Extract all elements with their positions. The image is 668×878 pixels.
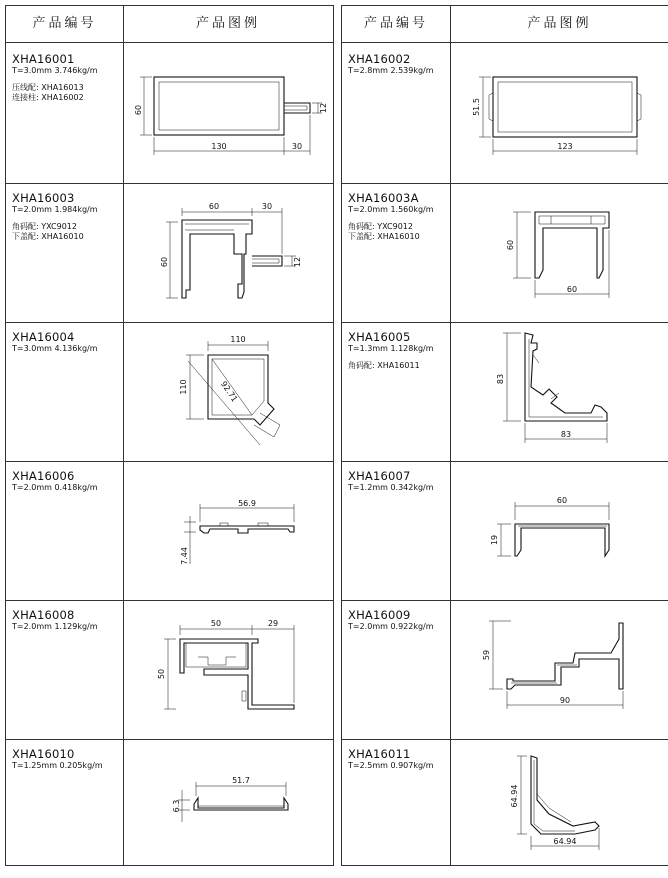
- profile-drawing: [124, 738, 333, 878]
- profile-svg: [124, 321, 334, 461]
- profile-drawing: [451, 43, 668, 183]
- product-spec: T=2.0mm 0.922kg/m: [348, 622, 434, 631]
- profile-drawing: [451, 460, 668, 600]
- profile-svg: [451, 182, 661, 322]
- dimension-label: 12: [293, 256, 302, 268]
- product-spec: T=1.2mm 0.342kg/m: [348, 483, 434, 492]
- product-spec: T=2.0mm 1.984kg/m: [12, 205, 98, 214]
- dimension-label: 60: [160, 256, 169, 268]
- profile-svg: [451, 321, 661, 461]
- product-info: [348, 748, 460, 771]
- dimension-label: 30: [291, 142, 303, 151]
- product-info: [12, 192, 124, 242]
- dimension-label: 60: [134, 104, 143, 116]
- product-note: 连接柱: XHA16002: [12, 93, 84, 102]
- product-info: [12, 331, 124, 354]
- product-row: [342, 460, 668, 601]
- header-product-figure: 产品图例: [195, 16, 260, 31]
- product-code: XHA16002: [348, 52, 411, 66]
- profile-svg: [451, 460, 661, 600]
- product-info: [348, 53, 460, 76]
- product-code: XHA16010: [12, 747, 75, 761]
- dimension-label: 51.7: [232, 776, 250, 785]
- dimension-label: 64.94: [510, 784, 519, 808]
- product-spec: T=2.8mm 2.539kg/m: [348, 66, 434, 75]
- dimension-label: 7.44: [180, 547, 189, 565]
- product-code: XHA16003: [12, 191, 75, 205]
- product-notes: [348, 222, 460, 242]
- header-product-figure: 产品图例: [527, 16, 592, 31]
- profile-drawing: [451, 321, 668, 461]
- product-code: XHA16009: [348, 608, 411, 622]
- product-info: [348, 470, 460, 493]
- product-row: [6, 460, 333, 601]
- product-notes: [12, 222, 124, 242]
- product-spec: T=1.3mm 1.128kg/m: [348, 344, 434, 353]
- dimension-label: 123: [557, 142, 573, 151]
- profile-drawing: [124, 460, 333, 600]
- dimension-label: 12: [319, 102, 328, 114]
- profile-drawing: [124, 321, 333, 461]
- dimension-label: 130: [211, 142, 227, 151]
- product-code: XHA16004: [12, 330, 75, 344]
- product-info: [12, 609, 124, 632]
- profile-svg: [451, 599, 661, 739]
- profile-svg: [124, 460, 334, 600]
- product-code: XHA16008: [12, 608, 75, 622]
- profile-drawing: [451, 182, 668, 322]
- dimension-label: 6.3: [172, 799, 181, 813]
- profile-svg: [451, 738, 661, 878]
- dimension-label: 59: [482, 649, 491, 661]
- product-code: XHA16005: [348, 330, 411, 344]
- dimension-label: 30: [261, 202, 273, 211]
- product-spec: T=2.0mm 1.560kg/m: [348, 205, 434, 214]
- dimension-label: 19: [490, 534, 499, 546]
- right-catalog-table: [341, 5, 668, 866]
- profile-svg: [124, 738, 334, 878]
- product-spec: T=2.0mm 1.129kg/m: [12, 622, 98, 631]
- product-notes: [348, 361, 460, 371]
- profile-svg: [451, 43, 661, 183]
- product-code: XHA16001: [12, 52, 75, 66]
- product-row: [342, 599, 668, 740]
- product-row: [6, 182, 333, 323]
- left-catalog-table: [5, 5, 334, 866]
- dimension-label: 60: [556, 496, 568, 505]
- dimension-label: 56.9: [238, 499, 256, 508]
- dimension-label: 92.71: [218, 379, 240, 404]
- profile-drawing: [124, 599, 333, 739]
- table-header: [6, 6, 333, 43]
- product-note: 压线配: XHA16013: [12, 83, 84, 92]
- product-info: [12, 748, 124, 771]
- dimension-label: 83: [560, 430, 572, 439]
- product-info: [348, 331, 460, 371]
- product-spec: T=1.25mm 0.205kg/m: [12, 761, 103, 770]
- dimension-label: 29: [267, 619, 279, 628]
- product-info: [348, 609, 460, 632]
- dimension-label: 60: [208, 202, 220, 211]
- product-spec: T=2.0mm 0.418kg/m: [12, 483, 98, 492]
- table-header: [342, 6, 668, 43]
- product-row: [342, 321, 668, 462]
- header-product-code: 产品编号: [363, 16, 428, 31]
- profile-drawing: [451, 738, 668, 878]
- product-code: XHA16006: [12, 469, 75, 483]
- product-row: [342, 43, 668, 184]
- product-spec: T=3.0mm 3.746kg/m: [12, 66, 98, 75]
- profile-svg: [124, 182, 334, 322]
- dimension-label: 60: [506, 239, 515, 251]
- product-note: 角码配: XHA16011: [348, 361, 420, 370]
- product-spec: T=2.5mm 0.907kg/m: [348, 761, 434, 770]
- product-note: 下盖配: XHA16010: [348, 232, 420, 241]
- product-row: [6, 43, 333, 184]
- product-code: XHA16007: [348, 469, 411, 483]
- product-row: [6, 738, 333, 878]
- dimension-label: 110: [179, 379, 188, 395]
- profile-drawing: [124, 43, 333, 183]
- dimension-label: 60: [566, 285, 578, 294]
- product-note: 角码配: YXC9012: [12, 222, 77, 231]
- product-row: [342, 182, 668, 323]
- product-code: XHA16003A: [348, 191, 419, 205]
- dimension-label: 51.5: [472, 98, 481, 116]
- product-row: [6, 599, 333, 740]
- profile-drawing: [451, 599, 668, 739]
- dimension-label: 50: [157, 668, 166, 680]
- product-spec: T=3.0mm 4.136kg/m: [12, 344, 98, 353]
- product-note: 下盖配: XHA16010: [12, 232, 84, 241]
- product-info: [12, 53, 124, 103]
- profile-svg: [124, 43, 334, 183]
- dimension-label: 83: [496, 373, 505, 385]
- product-row: [6, 321, 333, 462]
- profile-drawing: [124, 182, 333, 322]
- product-row: [342, 738, 668, 878]
- product-info: [12, 470, 124, 493]
- dimension-label: 50: [210, 619, 222, 628]
- product-notes: [12, 83, 124, 103]
- product-note: 角码配: YXC9012: [348, 222, 413, 231]
- product-code: XHA16011: [348, 747, 411, 761]
- dimension-label: 90: [559, 696, 571, 705]
- product-info: [348, 192, 460, 242]
- dimension-label: 64.94: [553, 837, 577, 846]
- profile-svg: [124, 599, 334, 739]
- header-product-code: 产品编号: [32, 16, 97, 31]
- dimension-label: 110: [230, 335, 246, 344]
